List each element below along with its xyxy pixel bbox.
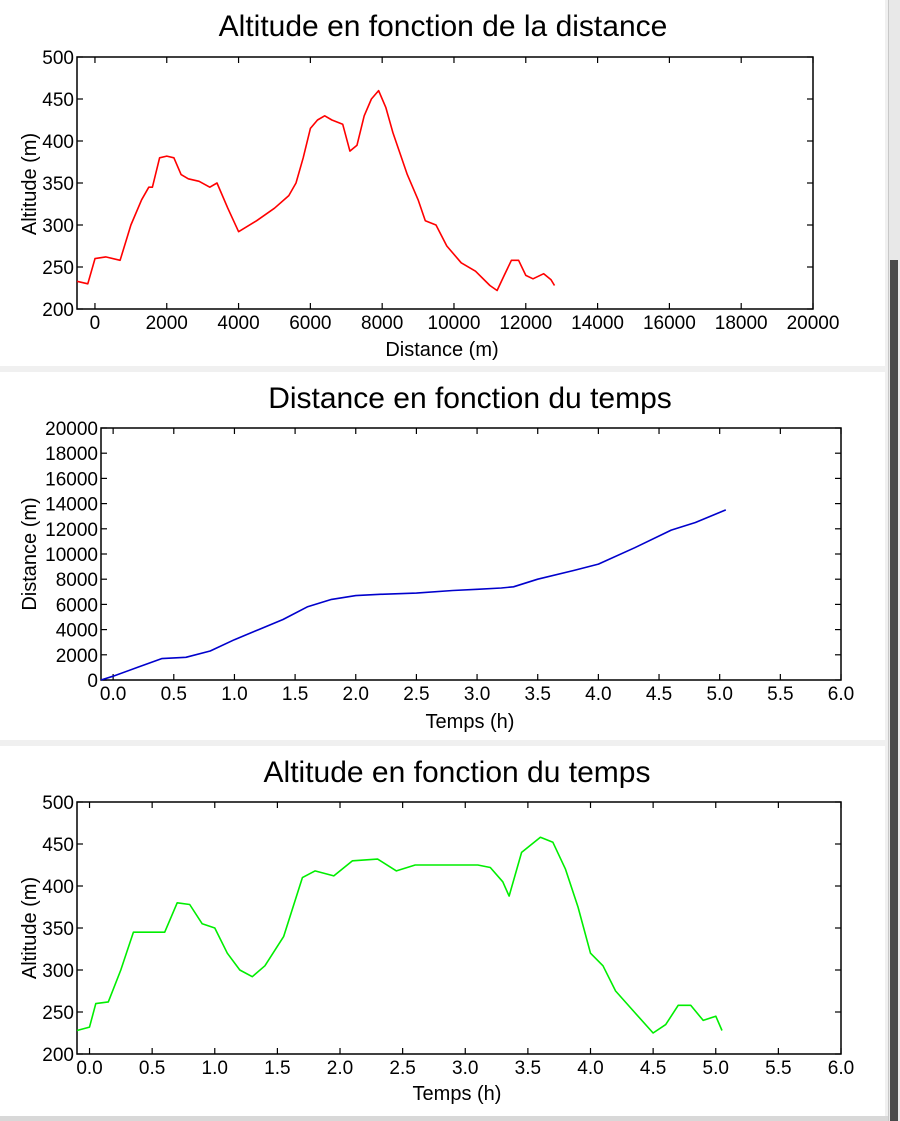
y-axis-label: Altitude (m) bbox=[19, 876, 41, 980]
chart-panel-altitude-distance bbox=[0, 0, 885, 366]
x-tick-label: 4.5 bbox=[639, 1058, 667, 1079]
x-tick-label: 10000 bbox=[427, 313, 481, 334]
plot-frame bbox=[77, 57, 813, 309]
y-tick-label: 450 bbox=[42, 90, 74, 111]
x-tick-label: 18000 bbox=[714, 313, 768, 334]
y-tick-label: 8000 bbox=[55, 570, 98, 592]
x-tick-label: 6.0 bbox=[827, 1058, 855, 1079]
chart-title: Altitude en fonction de la distance bbox=[218, 10, 668, 43]
x-tick-label: 1.5 bbox=[281, 684, 309, 705]
x-tick-label: 1.0 bbox=[201, 1058, 228, 1079]
x-axis-label: Temps (h) bbox=[412, 1083, 502, 1105]
x-axis-label: Temps (h) bbox=[425, 711, 515, 733]
y-tick-label: 200 bbox=[42, 300, 74, 321]
y-tick-label: 12000 bbox=[45, 519, 98, 541]
y-tick-label: 2000 bbox=[55, 645, 98, 667]
x-tick-label: 1.0 bbox=[221, 684, 248, 705]
x-axis-label: Distance (m) bbox=[385, 339, 499, 361]
x-tick-label: 16000 bbox=[642, 313, 696, 334]
x-tick-label: 3.0 bbox=[463, 684, 491, 705]
x-tick-label: 3.5 bbox=[524, 684, 551, 705]
x-tick-label: 0.0 bbox=[76, 1058, 103, 1079]
series-line bbox=[77, 91, 555, 291]
y-tick-label: 250 bbox=[42, 1003, 74, 1024]
y-tick-label: 14000 bbox=[45, 494, 98, 516]
y-tick-label: 200 bbox=[42, 1045, 74, 1066]
x-tick-label: 4.0 bbox=[577, 1058, 604, 1079]
y-tick-label: 0 bbox=[87, 671, 98, 692]
x-tick-label: 2.5 bbox=[403, 684, 430, 705]
y-tick-label: 500 bbox=[42, 793, 74, 814]
scrollbar-thumb[interactable] bbox=[890, 260, 898, 1121]
ticks-layer bbox=[42, 48, 839, 334]
ticks-layer bbox=[42, 793, 854, 1079]
chart-svg bbox=[0, 746, 885, 1116]
y-tick-label: 400 bbox=[42, 877, 74, 898]
x-tick-label: 2.0 bbox=[342, 684, 369, 705]
x-tick-label: 5.5 bbox=[767, 684, 794, 705]
x-tick-label: 5.0 bbox=[706, 684, 733, 705]
series-layer bbox=[77, 91, 555, 291]
series-layer bbox=[101, 510, 726, 680]
y-axis-label: Altitude (m) bbox=[19, 132, 41, 236]
y-tick-label: 350 bbox=[42, 174, 74, 195]
chart-panel-distance-temps bbox=[0, 372, 885, 740]
y-tick-label: 400 bbox=[42, 132, 74, 153]
chart-svg bbox=[0, 372, 885, 740]
series-layer bbox=[77, 837, 722, 1033]
x-tick-label: 4.5 bbox=[645, 684, 673, 705]
y-tick-label: 500 bbox=[42, 48, 74, 69]
chart-svg bbox=[0, 0, 885, 366]
x-tick-label: 4000 bbox=[217, 313, 260, 334]
chart-title: Distance en fonction du temps bbox=[268, 382, 672, 415]
chart-title: Altitude en fonction du temps bbox=[263, 756, 651, 789]
y-tick-label: 450 bbox=[42, 835, 74, 856]
ticks-layer bbox=[45, 419, 854, 705]
x-tick-label: 3.5 bbox=[514, 1058, 542, 1079]
series-line bbox=[77, 837, 722, 1033]
window-bottom-edge bbox=[0, 1116, 888, 1121]
x-tick-label: 0.5 bbox=[138, 1058, 166, 1079]
y-tick-label: 20000 bbox=[45, 419, 98, 440]
y-tick-label: 350 bbox=[42, 919, 74, 940]
y-axis-label: Distance (m) bbox=[19, 497, 41, 611]
x-tick-label: 2000 bbox=[145, 313, 188, 334]
x-tick-label: 8000 bbox=[361, 313, 404, 334]
y-tick-label: 300 bbox=[42, 961, 74, 982]
x-tick-label: 6000 bbox=[289, 313, 332, 334]
x-tick-label: 5.0 bbox=[702, 1058, 729, 1079]
x-tick-label: 2.5 bbox=[389, 1058, 416, 1079]
y-tick-label: 300 bbox=[42, 216, 74, 237]
y-tick-label: 18000 bbox=[45, 444, 98, 466]
x-tick-label: 0.0 bbox=[99, 684, 127, 705]
plot-frame bbox=[77, 802, 841, 1054]
x-tick-label: 0.5 bbox=[160, 684, 187, 705]
x-tick-label: 5.5 bbox=[765, 1058, 792, 1079]
y-tick-label: 16000 bbox=[45, 469, 98, 491]
x-tick-label: 4.0 bbox=[585, 684, 612, 705]
y-tick-label: 6000 bbox=[55, 595, 98, 617]
x-tick-label: 0 bbox=[89, 313, 101, 334]
x-tick-label: 3.0 bbox=[452, 1058, 479, 1079]
y-tick-label: 4000 bbox=[55, 620, 98, 642]
chart-panel-altitude-temps bbox=[0, 746, 885, 1116]
x-tick-label: 12000 bbox=[499, 313, 553, 334]
x-tick-label: 6.0 bbox=[827, 684, 855, 705]
series-line bbox=[101, 510, 726, 680]
x-tick-label: 2.0 bbox=[326, 1058, 354, 1079]
y-tick-label: 10000 bbox=[45, 545, 98, 566]
x-tick-label: 1.5 bbox=[264, 1058, 291, 1079]
x-tick-label: 20000 bbox=[786, 313, 840, 334]
y-tick-label: 250 bbox=[42, 258, 74, 279]
x-tick-label: 14000 bbox=[571, 313, 625, 334]
plot-frame bbox=[101, 428, 841, 680]
